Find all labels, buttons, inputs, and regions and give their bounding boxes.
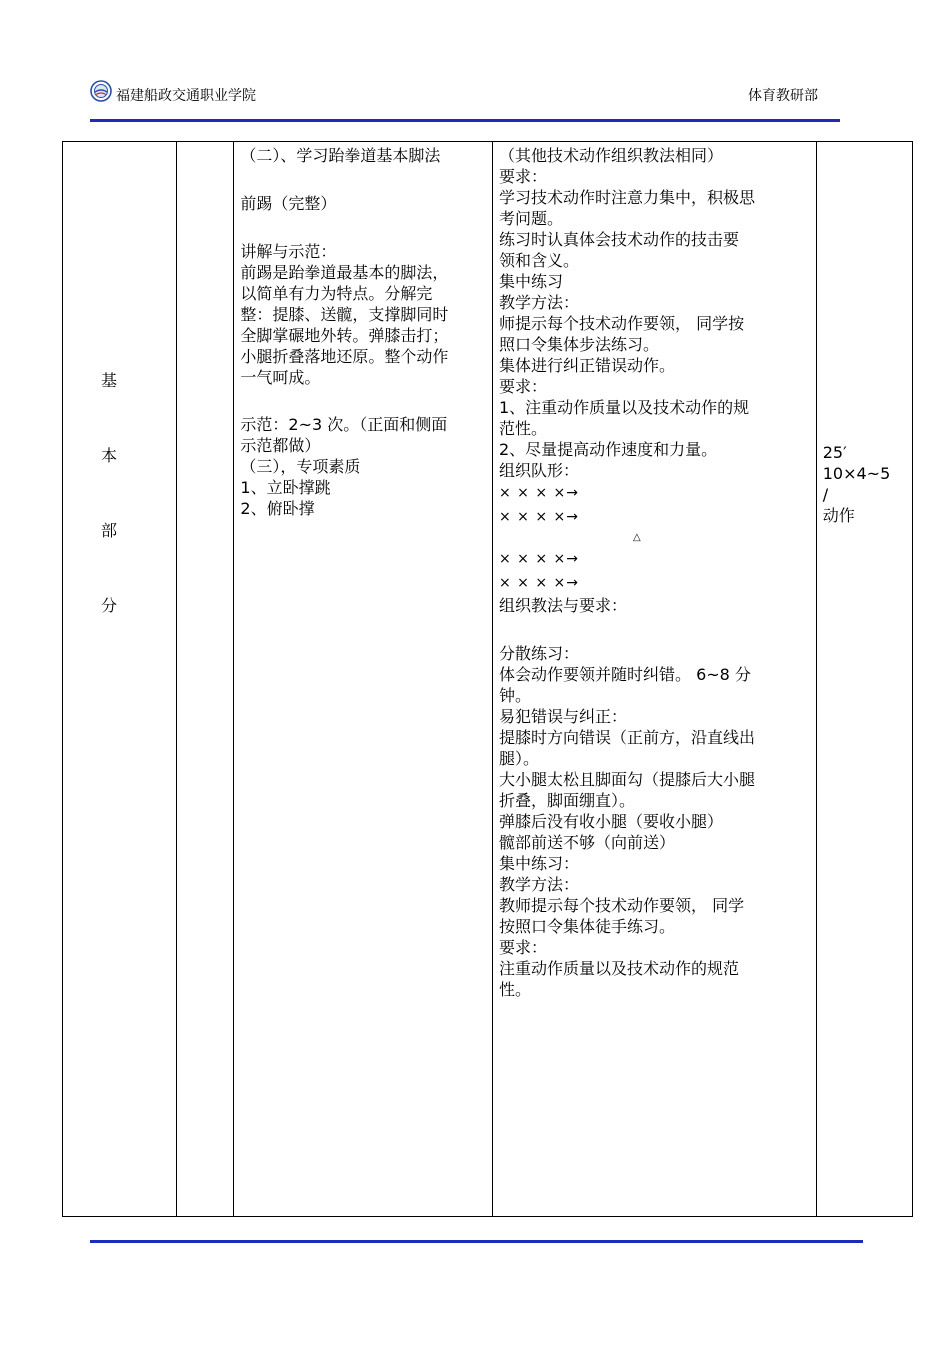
- method-line: 教学方法：: [498, 875, 579, 894]
- method-line: 教师提示每个技术动作要领， 同学: [498, 896, 745, 915]
- method-line: 折叠，脚面绷直）。: [498, 791, 635, 810]
- school-emblem-icon: [90, 80, 112, 102]
- method-line: 腿）。: [498, 749, 539, 768]
- explain-line: 整：提膝、送髋，支撑脚同时: [240, 305, 449, 324]
- method-line: 注重动作质量以及技术动作的规范: [498, 959, 739, 978]
- formation-row: × × × ×→: [498, 551, 579, 567]
- explain-line: 一气呵成。: [240, 368, 321, 387]
- method-line: 练习时认真体会技术动作的技击要: [498, 230, 739, 249]
- move-name: 前踢（完整）: [240, 194, 337, 213]
- demo-line: 示范都做）: [240, 436, 321, 455]
- empty-cell: [177, 142, 234, 1217]
- section-label-char: 分: [101, 596, 118, 615]
- method-line: 髋部前送不够（向前送）: [498, 833, 675, 852]
- method-line: 组织队形：: [498, 461, 579, 480]
- method-cell: [492, 142, 816, 1217]
- drill-item: 2、俯卧撑: [240, 499, 315, 518]
- explain-line: 全脚掌碾地外转。弹膝击打；: [240, 326, 449, 345]
- header-divider: [90, 119, 840, 122]
- method-line: 学习技术动作时注意力集中，积极思: [498, 188, 755, 207]
- section-label-char: 部: [101, 521, 118, 540]
- method-line: 2、尽量提高动作速度和力量。: [498, 440, 718, 459]
- method-line: 按照口令集体徒手练习。: [498, 917, 675, 936]
- method-line: 要求：: [498, 167, 547, 186]
- method-line: 考问题。: [498, 209, 563, 228]
- method-line: 易犯错误与纠正：: [498, 707, 627, 726]
- demo-line: 示范：2~3 次。（正面和侧面: [240, 415, 448, 434]
- method-line: 弹膝后没有收小腿（要收小腿）: [498, 812, 723, 831]
- section-label-char: 基: [101, 371, 118, 390]
- method-line: 钟。: [498, 686, 531, 705]
- method-line: 范性。: [498, 419, 547, 438]
- footer-divider: [90, 1240, 863, 1243]
- page-header: [90, 76, 840, 120]
- method-line: 要求：: [498, 377, 547, 396]
- teacher-position-icon: △: [632, 532, 641, 543]
- method-line: 体会动作要领并随时纠错。 6~8 分: [498, 665, 751, 684]
- method-line: 教学方法：: [498, 293, 579, 312]
- method-line: 性。: [498, 980, 531, 999]
- explain-line: 小腿折叠落地还原。整个动作: [240, 347, 449, 366]
- method-line: 照口令集体步法练习。: [498, 335, 659, 354]
- formation-row: × × × ×→: [498, 575, 579, 591]
- time-line: /: [822, 485, 829, 504]
- method-line: 集体进行纠正错误动作。: [498, 356, 675, 375]
- content-title: （二）、学习跆拳道基本脚法: [240, 146, 441, 165]
- method-line: 师提示每个技术动作要领， 同学按: [498, 314, 745, 333]
- time-cell: [816, 142, 912, 1217]
- method-line: 组织教法与要求：: [498, 596, 627, 615]
- department-name: 体育教研部: [748, 88, 818, 104]
- method-line: 领和含义。: [498, 251, 579, 270]
- formation-row: × × × ×→: [498, 485, 579, 501]
- formation-row: × × × ×→: [498, 509, 579, 525]
- drill-heading: （三），专项素质: [240, 457, 361, 476]
- method-line: 提膝时方向错误（正前方，沿直线出: [498, 728, 755, 747]
- method-line: 大小腿太松且脚面勾（提膝后大小腿: [498, 770, 755, 789]
- content-cell: [234, 142, 493, 1217]
- method-line: 要求：: [498, 938, 547, 957]
- explain-line: 以简单有力为特点。分解完: [240, 284, 433, 303]
- method-line: （其他技术动作组织教法相同）: [498, 146, 723, 165]
- section-label-char: 本: [101, 446, 118, 465]
- section-label-cell: [63, 142, 177, 1217]
- time-line: 10×4~5: [822, 464, 891, 483]
- explain-heading: 讲解与示范：: [240, 242, 337, 261]
- time-line: 25′: [822, 443, 847, 462]
- method-line: 分散练习：: [498, 644, 579, 663]
- lesson-plan-table: [62, 141, 913, 1217]
- method-line: 集中练习: [498, 272, 563, 291]
- explain-line: 前踢是跆拳道最基本的脚法，: [240, 263, 449, 282]
- method-line: 1、注重动作质量以及技术动作的规: [498, 398, 750, 417]
- school-name: 福建船政交通职业学院: [116, 88, 256, 104]
- method-line: 集中练习：: [498, 854, 579, 873]
- time-line: 动作: [822, 506, 855, 525]
- drill-item: 1、立卧撑跳: [240, 478, 331, 497]
